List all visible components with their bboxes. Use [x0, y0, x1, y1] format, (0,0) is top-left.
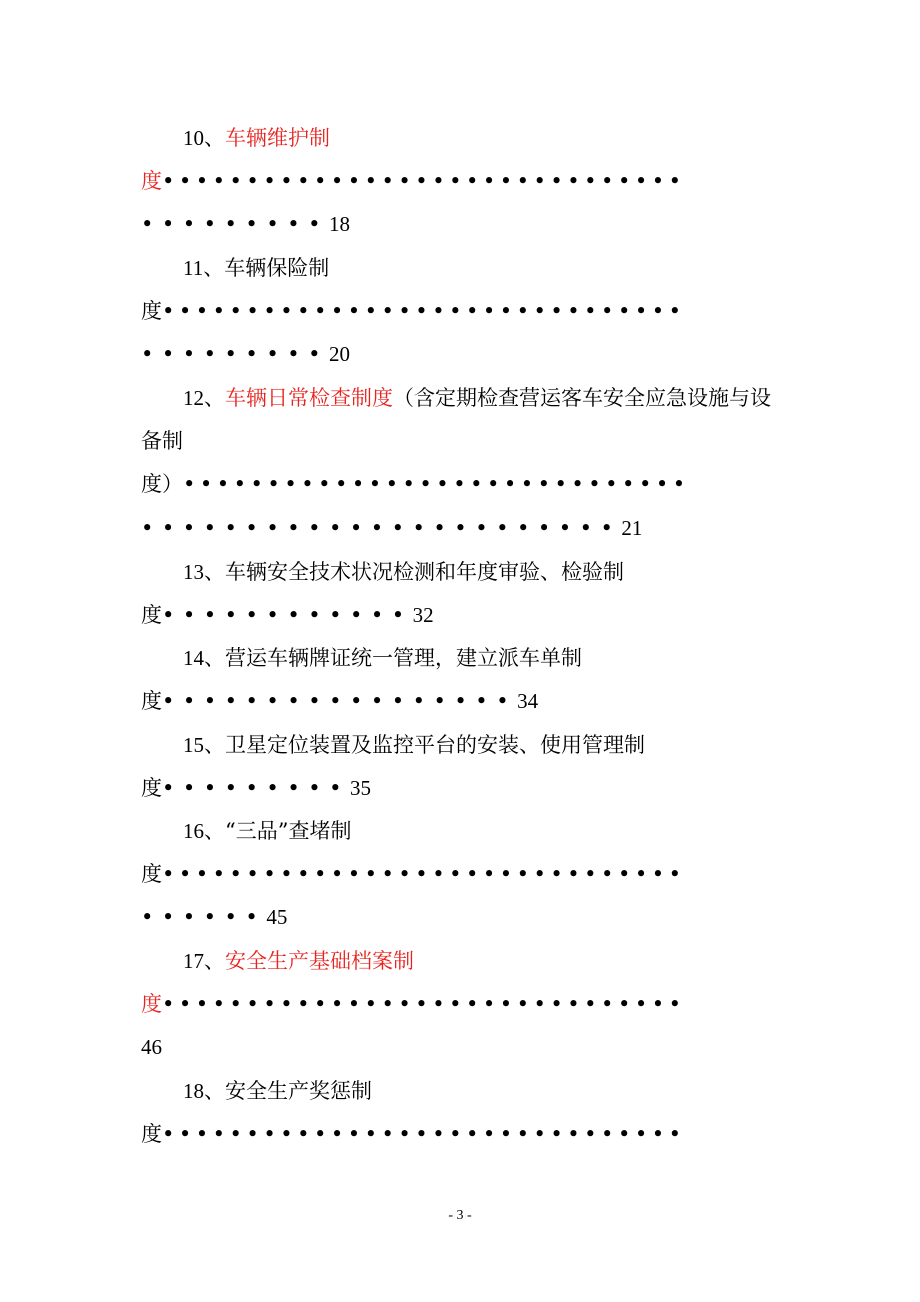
- toc-entry-13-title[interactable]: 13、车辆安全技术状况检测和年度审验、检验制: [183, 560, 624, 584]
- page-number: 35: [349, 776, 371, 800]
- toc-entry-12-title-cont: 备制: [141, 429, 183, 453]
- toc-entry-10-leader: 度•••••••••••••••••••••••••••••••: [141, 169, 686, 193]
- toc-entry-16-title[interactable]: 16、“三品”查堵制: [183, 819, 352, 843]
- toc-number: 16: [183, 819, 204, 843]
- dot-leader: •••••••••••••••••••••••••••••••: [162, 169, 686, 193]
- dot-leader: •••••••••: [141, 342, 329, 366]
- toc-number: 18: [183, 1079, 204, 1103]
- toc-number: 17: [183, 949, 204, 973]
- page-number: 34: [517, 689, 539, 713]
- toc-title: 车辆保险制: [224, 256, 330, 280]
- toc-title: “三品”查堵制: [225, 819, 352, 843]
- page-number: 45: [266, 905, 288, 929]
- toc-entry-15-title[interactable]: 15、卫星定位装置及监控平台的安装、使用管理制: [183, 733, 645, 757]
- toc-title: 车辆日常检查制度: [225, 386, 393, 410]
- dot-leader: ••••••••••••••••••••••••••••••: [183, 472, 690, 496]
- toc-number: 12: [183, 386, 204, 410]
- dot-leader: •••••••••: [141, 212, 329, 236]
- toc-entry-10-page: [141, 209, 350, 239]
- page-number: 20: [328, 342, 350, 366]
- toc-entry-12-title[interactable]: 12、车辆日常检查制度（含定期检查营运客车安全应急设施与设: [183, 386, 771, 410]
- dot-leader: •••••••••: [162, 776, 350, 800]
- toc-entry-11-page: [141, 339, 350, 369]
- dot-leader: •••••••••••••••••: [162, 689, 518, 713]
- dot-leader: •••••••••••••••••••••••••••••••: [162, 862, 686, 886]
- toc-entry-11-title[interactable]: 11、车辆保险制: [183, 256, 330, 280]
- toc-entry-17-title[interactable]: 17、安全生产基础档案制: [183, 949, 414, 973]
- toc-number: 14: [183, 646, 204, 670]
- dot-leader: •••••••••••••••••••••••••••••••: [162, 299, 686, 323]
- toc-entry-16-page: [141, 902, 287, 932]
- toc-entry-17-leader: 度•••••••••••••••••••••••••••••••: [141, 992, 686, 1016]
- dot-leader: •••••••••••••••••••••••••••••••: [162, 1122, 686, 1146]
- page-number: 21: [621, 516, 643, 540]
- dot-leader: ••••••: [141, 905, 267, 929]
- toc-entry-16-leader: 度•••••••••••••••••••••••••••••••: [141, 862, 686, 886]
- toc-entry-18-leader: 度•••••••••••••••••••••••••••••••: [141, 1122, 686, 1146]
- toc-entry-10-title[interactable]: 10、车辆维护制: [183, 126, 330, 150]
- toc-title: 营运车辆牌证统一管理，建立派车单制: [225, 646, 582, 670]
- toc-title: 卫星定位装置及监控平台的安装、使用管理制: [225, 733, 645, 757]
- page-number: 18: [328, 212, 350, 236]
- toc-entry-13-leader: 度••••••••••••32: [141, 603, 434, 627]
- toc-title: 车辆安全技术状况检测和年度审验、检验制: [225, 560, 624, 584]
- dot-leader: •••••••••••••••••••••••: [141, 516, 622, 540]
- dot-leader: ••••••••••••: [162, 603, 413, 627]
- toc-title: 安全生产基础档案制: [225, 949, 414, 973]
- toc-number: 13: [183, 560, 204, 584]
- toc-number: 10: [183, 126, 204, 150]
- toc-number: 15: [183, 733, 204, 757]
- page-footer-number: - 3 -: [448, 1208, 472, 1223]
- toc-number: 11: [183, 256, 204, 280]
- toc-entry-18-title[interactable]: 18、安全生产奖惩制: [183, 1079, 372, 1103]
- toc-entry-15-leader: 度•••••••••35: [141, 776, 371, 800]
- toc-entry-11-leader: 度•••••••••••••••••••••••••••••••: [141, 299, 686, 323]
- toc-entry-17-page: [141, 1032, 162, 1062]
- dot-leader: •••••••••••••••••••••••••••••••: [162, 992, 686, 1016]
- page-number: 32: [412, 603, 434, 627]
- toc-title-rest: （含定期检查营运客车安全应急设施与设: [393, 386, 771, 410]
- toc-entry-14-leader: 度•••••••••••••••••34: [141, 689, 539, 713]
- toc-entry-12-leader: 度）••••••••••••••••••••••••••••••: [141, 472, 690, 496]
- page-number: 46: [141, 1035, 162, 1059]
- toc-title: 车辆维护制: [225, 126, 330, 150]
- toc-entry-12-page: [141, 513, 642, 543]
- toc-title: 安全生产奖惩制: [225, 1079, 372, 1103]
- toc-entry-14-title[interactable]: 14、营运车辆牌证统一管理，建立派车单制: [183, 646, 582, 670]
